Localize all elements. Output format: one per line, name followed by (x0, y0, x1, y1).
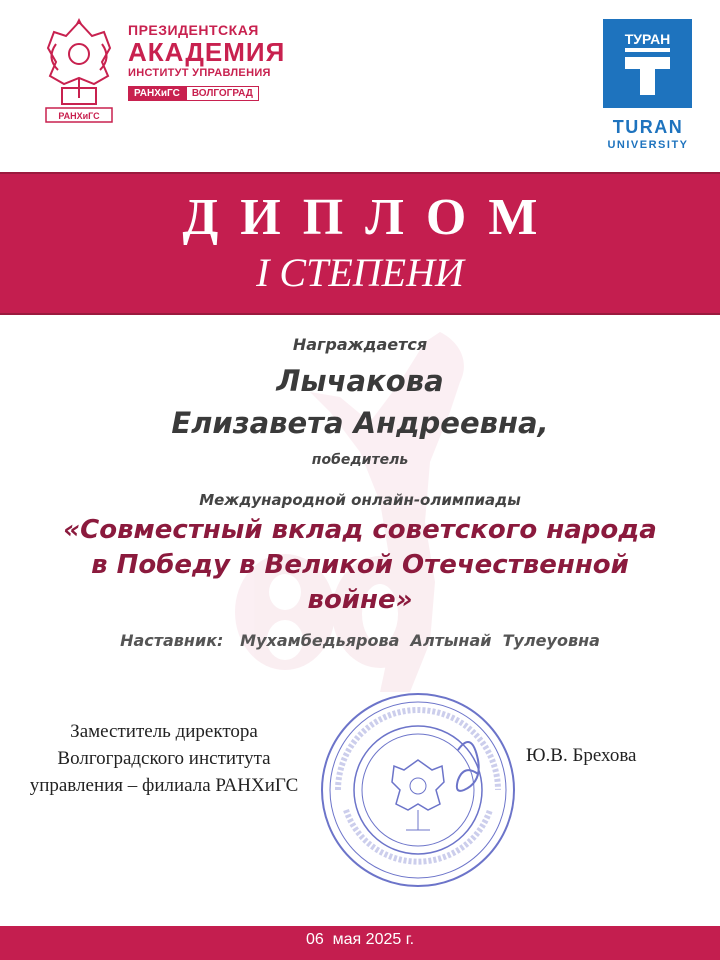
recipient-surname: Лычакова (276, 364, 444, 398)
academy-tag-ranepa: РАНХиГС (128, 86, 186, 101)
academy-wordmark (128, 22, 288, 101)
turan-name: TURAN (612, 117, 684, 137)
crest-caption: РАНХиГС (58, 111, 100, 121)
turan-logo-mark-icon (603, 19, 692, 108)
signer-position (14, 718, 314, 799)
recipient-given-names: Елизавета Андреевна, (171, 406, 549, 440)
turan-logo (603, 19, 692, 108)
academy-name-line1: ПРЕЗИДЕНТСКАЯ (128, 22, 259, 38)
signer-position-line1: Заместитель директора (70, 721, 258, 742)
signer-position-line2: Волгоградского института (57, 748, 271, 769)
turan-sub: UNIVERSITY (607, 139, 689, 151)
issue-date: 06 мая 2025 г. (305, 931, 415, 948)
signer-position-line3: управления – филиала РАНХиГС (29, 775, 299, 796)
diploma-title: ДИПЛОМ (182, 189, 560, 246)
academy-tag-city: ВОЛГОГРАД (186, 86, 259, 101)
academy-name-line3: ИНСТИТУТ УПРАВЛЕНИЯ (128, 67, 271, 79)
official-seal-icon (318, 690, 518, 890)
academy-name-line2: АКАДЕМИЯ (128, 37, 286, 67)
awarded-label: Награждается (292, 335, 428, 354)
olympiad-title-line1: «Совместный вклад советского народа (63, 515, 657, 545)
academy-crest-logo (36, 14, 122, 126)
diploma-degree: I СТЕПЕНИ (256, 250, 464, 295)
olympiad-title-line2: в Победу в Великой Отечественной (91, 550, 629, 580)
mentor-line: Наставник: Мухамбедьярова Алтынай Тулеуовна (120, 631, 600, 650)
signer-name: Ю.В. Брехова (526, 745, 637, 766)
academy-tags (128, 86, 288, 101)
turan-logo-text: ТУРАН (624, 31, 671, 47)
winner-label: победитель (311, 452, 409, 468)
olympiad-title-line3: войне» (307, 585, 413, 615)
olympiad-title (0, 513, 720, 618)
olympiad-label: Международной онлайн-олимпиады (199, 491, 521, 509)
